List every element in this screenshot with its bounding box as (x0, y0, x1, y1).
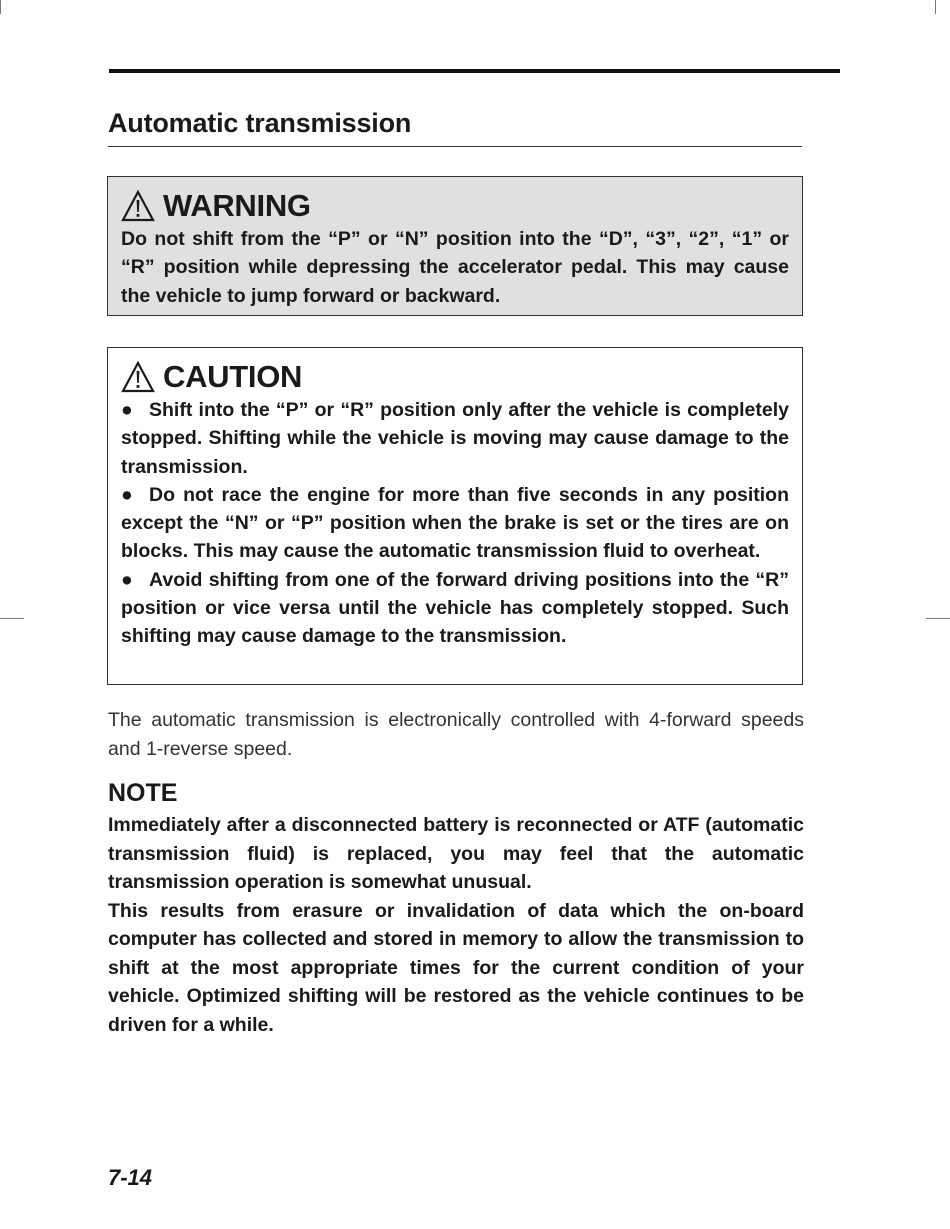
caution-box (107, 347, 803, 685)
warning-triangle-icon (121, 190, 155, 222)
caution-item (121, 481, 789, 566)
warning-box (107, 176, 803, 316)
note-heading: NOTE (108, 779, 178, 807)
bullet-icon: ● (121, 568, 133, 591)
caution-heading: CAUTION (163, 359, 303, 394)
bullet-icon: ● (121, 483, 133, 506)
crop-mark-top-left (0, 0, 1, 14)
header-rule (109, 69, 840, 73)
warning-header (121, 187, 789, 225)
title-underline (108, 146, 802, 147)
caution-item (121, 396, 789, 481)
warning-text: Do not shift from the “P” or “N” position into the “D”, “3”, “2”, “1” or “R” position while depressing the accelerator pedal. This may cause the vehicle to jump forward or backward. (121, 228, 789, 307)
page-number: 7-14 (108, 1165, 153, 1190)
crop-mark-top-right (935, 0, 936, 14)
note-paragraph: Immediately after a disconnected battery is reconnected or ATF (automatic transmission fluid) is replaced, you may feel that the automatic transmission operation is somewhat unusual. (108, 814, 804, 893)
warning-triangle-icon (121, 361, 155, 393)
caution-header (121, 358, 789, 396)
body-paragraph: The automatic transmission is electronically controlled with 4-forward speeds and 1-reverse speed. (108, 709, 804, 760)
note-body (108, 811, 804, 1039)
crop-mark-middle-left (0, 618, 24, 619)
note-paragraph: This results from erasure or invalidation of data which the on-board computer has collected and stored in memory to allow the transmission to shift at the most appropriate times for the current condition of your vehicle. Optimized shifting will be restored as the vehicle continues to be driven for a while. (108, 899, 804, 1036)
caution-item-text: Shift into the “P” or “R” position only after the vehicle is completely stopped. Shifting while the vehicle is moving may cause damage to the transmission. (121, 399, 789, 478)
caution-item-text: Do not race the engine for more than five seconds in any position except the “N” or “P” position when the brake is set or the tires are on blocks. This may cause the automatic transmission fluid to overheat. (121, 483, 789, 563)
section-title: Automatic transmission (108, 108, 412, 138)
caution-item (121, 566, 789, 651)
crop-mark-middle-right (926, 618, 950, 619)
warning-heading: WARNING (163, 188, 311, 223)
caution-item-text: Avoid shifting from one of the forward driving positions into the “R” position or vice versa until the vehicle has completely stopped. Such shifting may cause damage to the transmission. (121, 568, 789, 648)
bullet-icon: ● (121, 399, 133, 421)
